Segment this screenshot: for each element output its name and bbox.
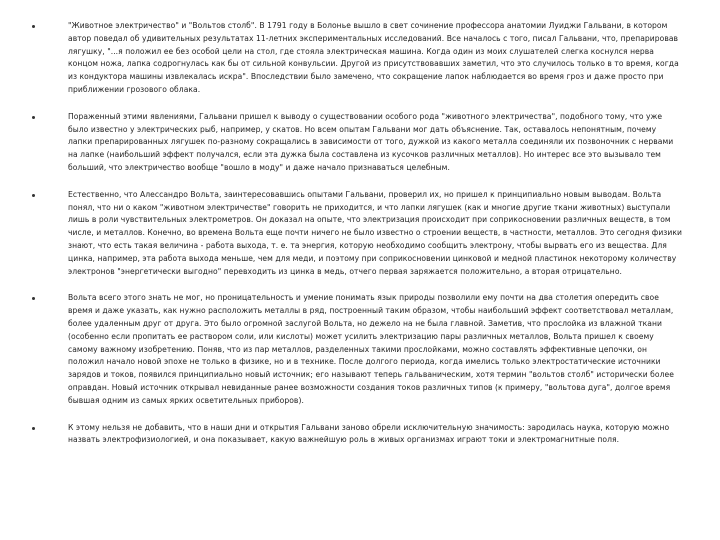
- paragraph-galvani-intro: "Животное электричество" и "Вольтов столб". В 1791 году в Болонье вышло в свет сочинение профессора анатомии Луиджи Гальвани, в котором автор поведал об удивительных результатах 11-летних экспериментальных исследований. Все началось с того, писал Гальвани, что, препарировав лягушку, "...я положил ее без особой цели на стол, где стояла электрическая машина. Когда один из моих слушателей слегка коснулся нерва концом ножа, лапка содрогнулась как бы от сильной конвульсии. Другой из присутствовавших заметил, что это случилось только в то время, когда из кондуктора машины извлекалась искра". Впоследствии было замечено, что сокращение лапок наблюдается во время гроз и даже просто при приближении грозового облака.: [68, 21, 679, 94]
- list-item: [32, 292, 682, 407]
- bullet-dot-icon: [32, 427, 35, 430]
- paragraph-volta-conclusions: Естественно, что Алессандро Вольта, заинтересовавшись опытами Гальвани, проверил их, но пришел к принципиально новым выводам. Вольта понял, что ни о каком "животном электричестве" говорить не приходится, и что лапки лягушек (как и многие другие ткани животных) выступали лишь в роли чувствительных электрометров. Он доказал на опыте, что электризация происходит при соприкосновении различных веществ, в том числе, и металлов. Конечно, во времена Вольта еще почти ничего не было известно о строении веществ, в частности, металлов. Это сегодня физики знают, что есть такая величина - работа выхода, т. е. та энергия, которую необходимо сообщить электрону, чтобы вырвать его из вещества. Для цинка, например, эта работа выхода меньше, чем для меди, и поэтому при соприкосновении цинковой и медной пластинок некоторому количеству электронов "энергетически выгодно" перевходить из цинка в медь, отчего первая заряжается положительно, а вторая отрицательно.: [68, 189, 683, 276]
- bullet-list: [32, 20, 682, 447]
- bullet-dot-icon: [32, 25, 35, 28]
- paragraph-animal-electricity: Пораженный этими явлениями, Гальвани пришел к выводу о существовании особого рода "животного электричества", подобного тому, что уже было известно у электрических рыб, например, у скатов. Но всем опытам Гальвани мог дать объяснение. Так, оставалось непонятным, почему лапки препарированных лягушек по-разному сокращались в зависимости от того, дужкой из какого металла соединяли их позвоночник с нервами на лапке (наибольший эффект получался, если эта дужка была составлена из кусочков различных металлов). Но интерес все это вызывало тем больший, что электричество вообще "вошло в моду" и даже начало признаваться целебным.: [68, 111, 674, 172]
- bullet-dot-icon: [32, 297, 35, 300]
- list-item: [32, 189, 682, 279]
- list-item: [32, 20, 682, 97]
- list-item: [32, 422, 682, 448]
- paragraph-electrophysiology: К этому нельзя не добавить, что в наши дни и открытия Гальвани заново обрели исключительную значимость: зародилась наука, которую можно назвать электрофизиологией, и она показывает, какую важнейшую роль в живых организмах играют токи и электромагнитные поля.: [68, 422, 670, 445]
- bullet-dot-icon: [32, 116, 35, 119]
- list-item: [32, 111, 682, 175]
- bullet-dot-icon: [32, 194, 35, 197]
- paragraph-voltaic-pile: Вольта всего этого знать не мог, но проницательность и умение понимать язык природы позволили ему почти на два столетия опередить свое время и даже указать, как нужно расположить металлы в ряд, построенный таким образом, чтобы наибольший эффект соответствовал металлам, более удаленным друг от друга. Это было огромной заслугой Вольта, но дежело на не была главной. Заметив, что прослойка из влажной ткани (особенно если пропитать ее раствором соли, или кислоты) может усилить электризацию пары различных металлов, Вольта пришел к своему самому важному изобретению. Поняв, что из пар металлов, разделенных такими прослойками, можно составлять эффективные цепочки, он положил начало новой эпохе не только в физике, но и в технике. После долгого периода, когда имелись только электростатические источники зарядов и токов, появился принципиально новый источник; его называют теперь гальваническим, хотя термин "вольтов столб" исторически более оправдан. Новый источник открывал невиданные ранее возможности создания токов различных типов (к примеру, "вольтова дуга", долгое время бывшая одним из самых ярких осветительных приборов).: [68, 293, 674, 405]
